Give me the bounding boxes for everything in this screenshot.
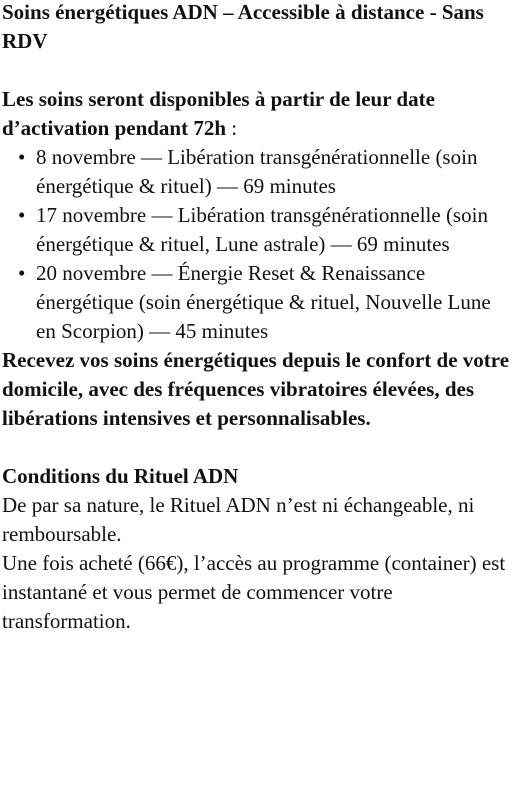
list-item: [18, 143, 510, 201]
availability-intro: [2, 85, 510, 143]
list-item: [18, 201, 510, 259]
conditions-line-2: Une fois acheté (66€), l’accès au programme (container) est instantané et vous permet de commencer votre transformation.: [2, 551, 506, 633]
bullet-icon: •: [18, 203, 26, 227]
conditions-line-1: De par sa nature, le Rituel ADN n’est ni échangeable, ni remboursable.: [2, 493, 475, 546]
promo-text: Recevez vos soins énergétiques depuis le confort de votre domicile, avec des fréquences vibratoires élevées, des libérations intensives et personnalisables.: [2, 348, 510, 430]
spacer: [2, 433, 510, 462]
spacer: [2, 56, 510, 85]
list-item: [18, 259, 510, 346]
bullet-icon: •: [18, 145, 26, 169]
session-text: 8 novembre — Libération transgénérationnelle (soin énergétique & rituel) — 69 minutes: [36, 145, 478, 198]
conditions-heading: Conditions du Rituel ADN: [2, 464, 239, 488]
session-text: 17 novembre — Libération transgénérationnelle (soin énergétique & rituel, Lune astrale) — 69 minutes: [36, 203, 488, 256]
sessions-list: [2, 143, 510, 346]
bullet-icon: •: [18, 261, 26, 285]
availability-intro-colon: :: [226, 116, 238, 140]
page-title: Soins énergétiques ADN – Accessible à distance - Sans RDV: [2, 0, 484, 53]
session-text: 20 novembre — Énergie Reset & Renaissance énergétique (soin énergétique & rituel, Nouvelle Lune en Scorpion) — 45 minutes: [36, 261, 491, 343]
availability-intro-bold: Les soins seront disponibles à partir de leur date d’activation pendant 72h: [2, 87, 435, 140]
